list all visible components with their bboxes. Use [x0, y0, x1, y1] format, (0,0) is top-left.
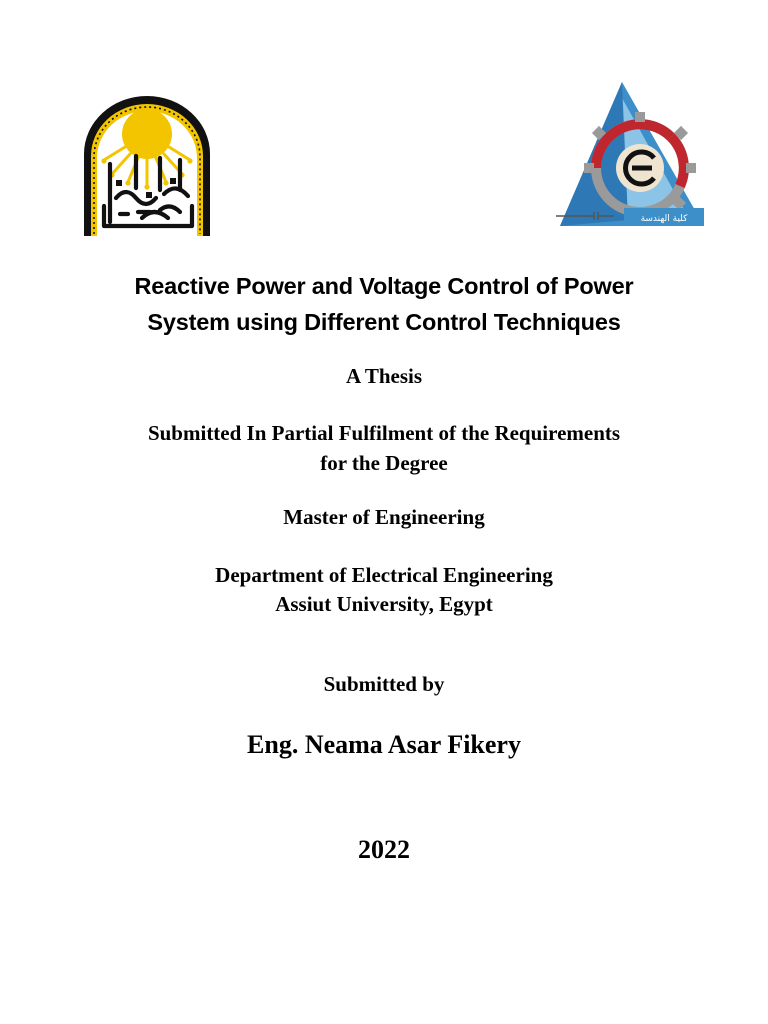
thesis-label: A Thesis [345, 364, 423, 388]
submission-year: 2022 [358, 835, 410, 864]
submitted-by-label: Submitted by [323, 672, 445, 696]
submission-line-1: Submitted In Partial Fulfilment of the Requirements [147, 421, 621, 445]
department-name: Department of Electrical Engineering [215, 563, 553, 587]
faculty-of-engineering-emblem-icon [554, 80, 706, 232]
university-name: Assiut University, Egypt [275, 592, 493, 616]
thesis-title [40, 268, 728, 340]
submission-line-2: for the Degree [320, 451, 448, 475]
degree-name: Master of Engineering [283, 505, 485, 529]
author-name: Eng. Neama Asar Fikery [247, 730, 521, 759]
assiut-university-emblem-icon [80, 94, 214, 238]
assiut-university-logo [80, 94, 214, 238]
thesis-title-line-1: Reactive Power and Voltage Control of Power [134, 273, 634, 299]
faculty-banner-text: كلية الهندسة [640, 214, 688, 224]
thesis-title-line-2: System using Different Control Techniques [147, 309, 621, 335]
faculty-of-engineering-logo [554, 80, 706, 232]
